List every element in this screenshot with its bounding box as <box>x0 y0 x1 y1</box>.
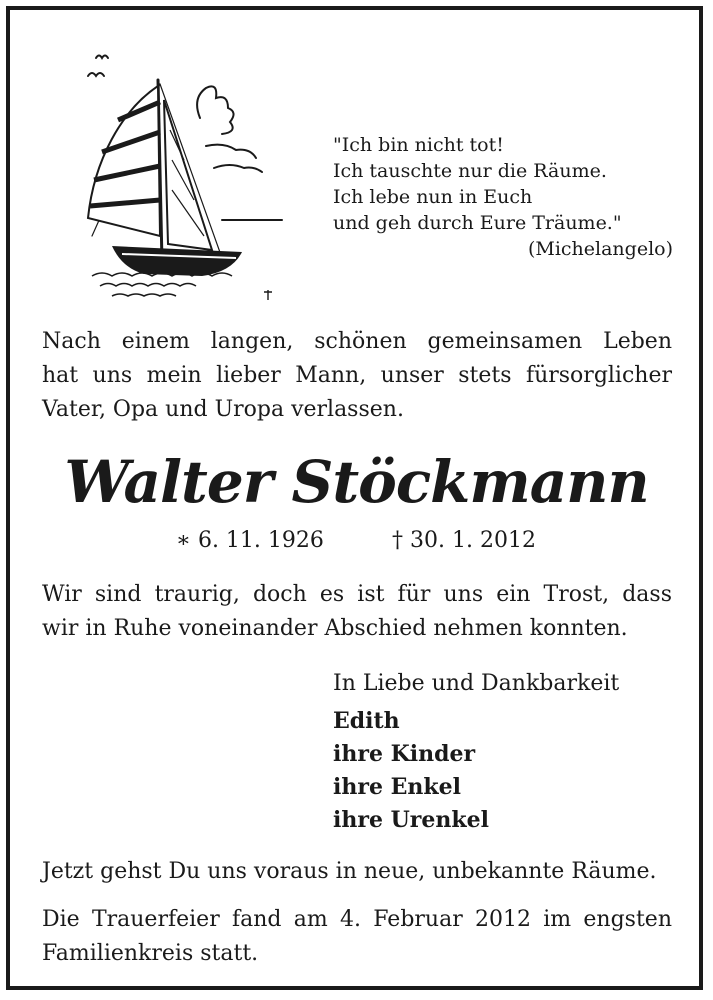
quote-line: Ich lebe nun in Euch <box>333 186 533 208</box>
quote-line: Ich tauschte nur die Räume. <box>333 160 607 182</box>
funeral-note <box>42 903 672 971</box>
quote-line: und geh durch Eure Träume." <box>333 212 622 234</box>
life-dates <box>0 524 713 558</box>
paragraph-line: Nach einem langen, schönen gemeinsamen Leben <box>42 329 672 354</box>
deceased-name: Walter Stöckmann <box>64 448 649 516</box>
paragraph-line: Wir sind traurig, doch es ist für uns ein Trost, dass <box>42 582 672 607</box>
signature-name: ihre Enkel <box>333 774 461 800</box>
paragraph-line: Vater, Opa und Uropa verlassen. <box>42 397 404 422</box>
death-date: † 30. 1. 2012 <box>392 528 536 553</box>
closing-line: Jetzt gehst Du uns voraus in neue, unbekannte Räume. <box>42 859 657 884</box>
signature-intro: In Liebe und Dankbarkeit <box>333 671 620 696</box>
signature-name: ihre Urenkel <box>333 807 489 833</box>
paragraph-line: Familienkreis statt. <box>42 941 259 966</box>
quote-block <box>333 132 673 262</box>
intro-paragraph <box>42 325 672 427</box>
paragraph-line: Die Trauerfeier fand am 4. Februar 2012 im engsten <box>42 907 672 932</box>
quote-author: (Michelangelo) <box>527 238 673 260</box>
paragraph-line: hat uns mein lieber Mann, unser stets fürsorglicher <box>42 363 672 388</box>
quote-line: "Ich bin nicht tot! <box>333 134 504 156</box>
signature-name: ihre Kinder <box>333 741 476 767</box>
sailboat-illustration <box>72 40 292 305</box>
comfort-paragraph <box>42 578 672 646</box>
paragraph-line: wir in Ruhe voneinander Abschied nehmen konnten. <box>42 616 628 641</box>
birth-date: ∗ 6. 11. 1926 <box>176 528 324 553</box>
signature-name: Edith <box>333 708 400 734</box>
signature-block <box>333 667 693 837</box>
